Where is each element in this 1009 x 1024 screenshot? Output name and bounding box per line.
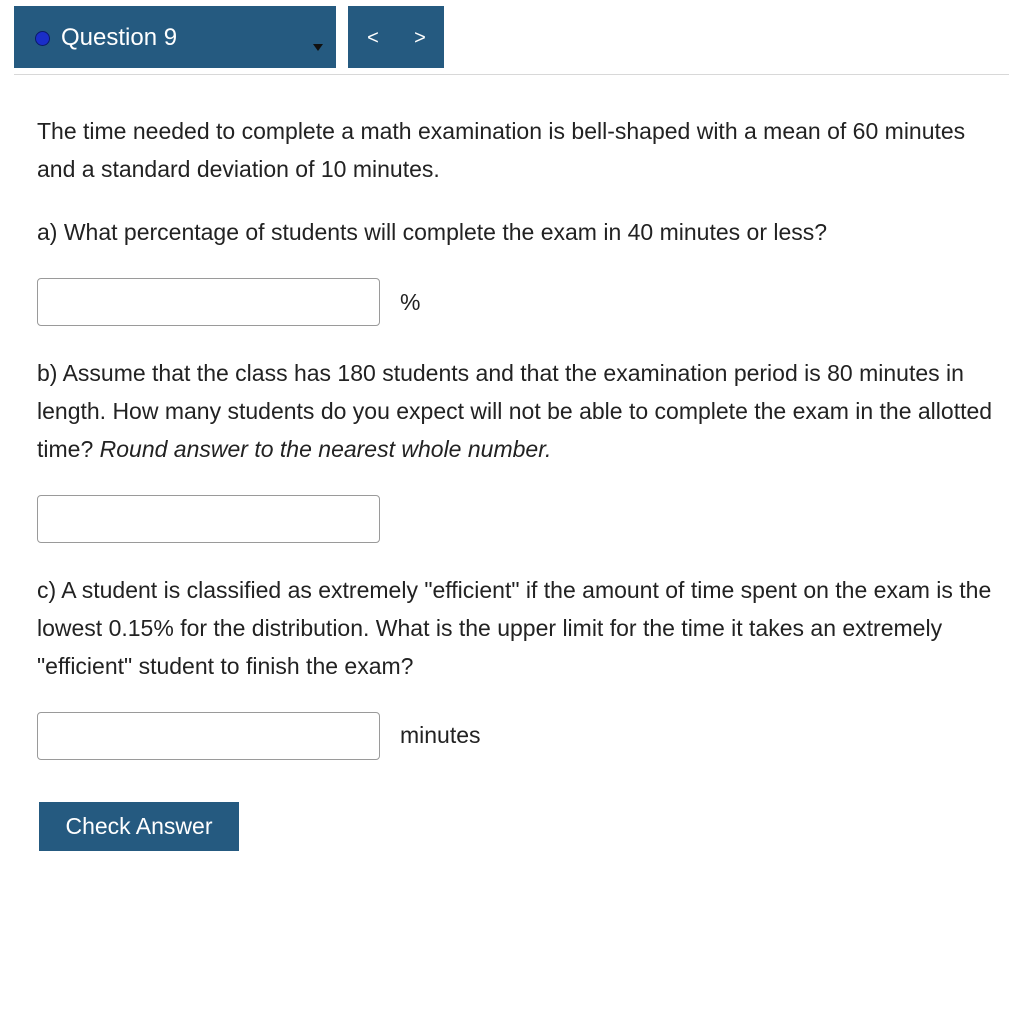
part-a-text: a) What percentage of students will complete the exam in 40 minutes or less?: [37, 219, 828, 245]
part-a-answer-input[interactable]: [37, 278, 380, 326]
part-b-rounding-hint: Round answer to the nearest whole number.: [99, 436, 552, 462]
next-question-button[interactable]: >: [414, 27, 426, 49]
part-b-answer-input[interactable]: [37, 495, 380, 543]
question-selector[interactable]: [14, 6, 336, 68]
percent-unit-label: %: [400, 289, 421, 315]
question-label: Question 9: [61, 24, 178, 51]
caret-down-icon: [313, 44, 323, 51]
part-b-question: b) Assume that the class has 180 students and that the examination period is 80 minutes in length. How many students do you expect will not be able to complete the exam in the allotted time?: [37, 360, 993, 462]
check-answer-button[interactable]: Check Answer: [39, 802, 239, 851]
part-c-answer-input[interactable]: [37, 712, 380, 760]
question-nav: [348, 6, 444, 68]
part-b-text: [37, 354, 997, 468]
header-divider: [14, 74, 1009, 75]
question-intro: The time needed to complete a math examination is bell-shaped with a mean of 60 minutes and a standard deviation of 10 minutes.: [37, 118, 966, 182]
previous-question-button[interactable]: <: [367, 27, 379, 49]
minutes-unit-label: minutes: [400, 722, 481, 748]
part-c-text: c) A student is classified as extremely "efficient" if the amount of time spent on the exam is the lowest 0.15% for the distribution. What is the upper limit for the time it takes an extremely "efficient" student to finish the exam?: [37, 577, 992, 679]
status-dot-icon: [35, 31, 50, 46]
